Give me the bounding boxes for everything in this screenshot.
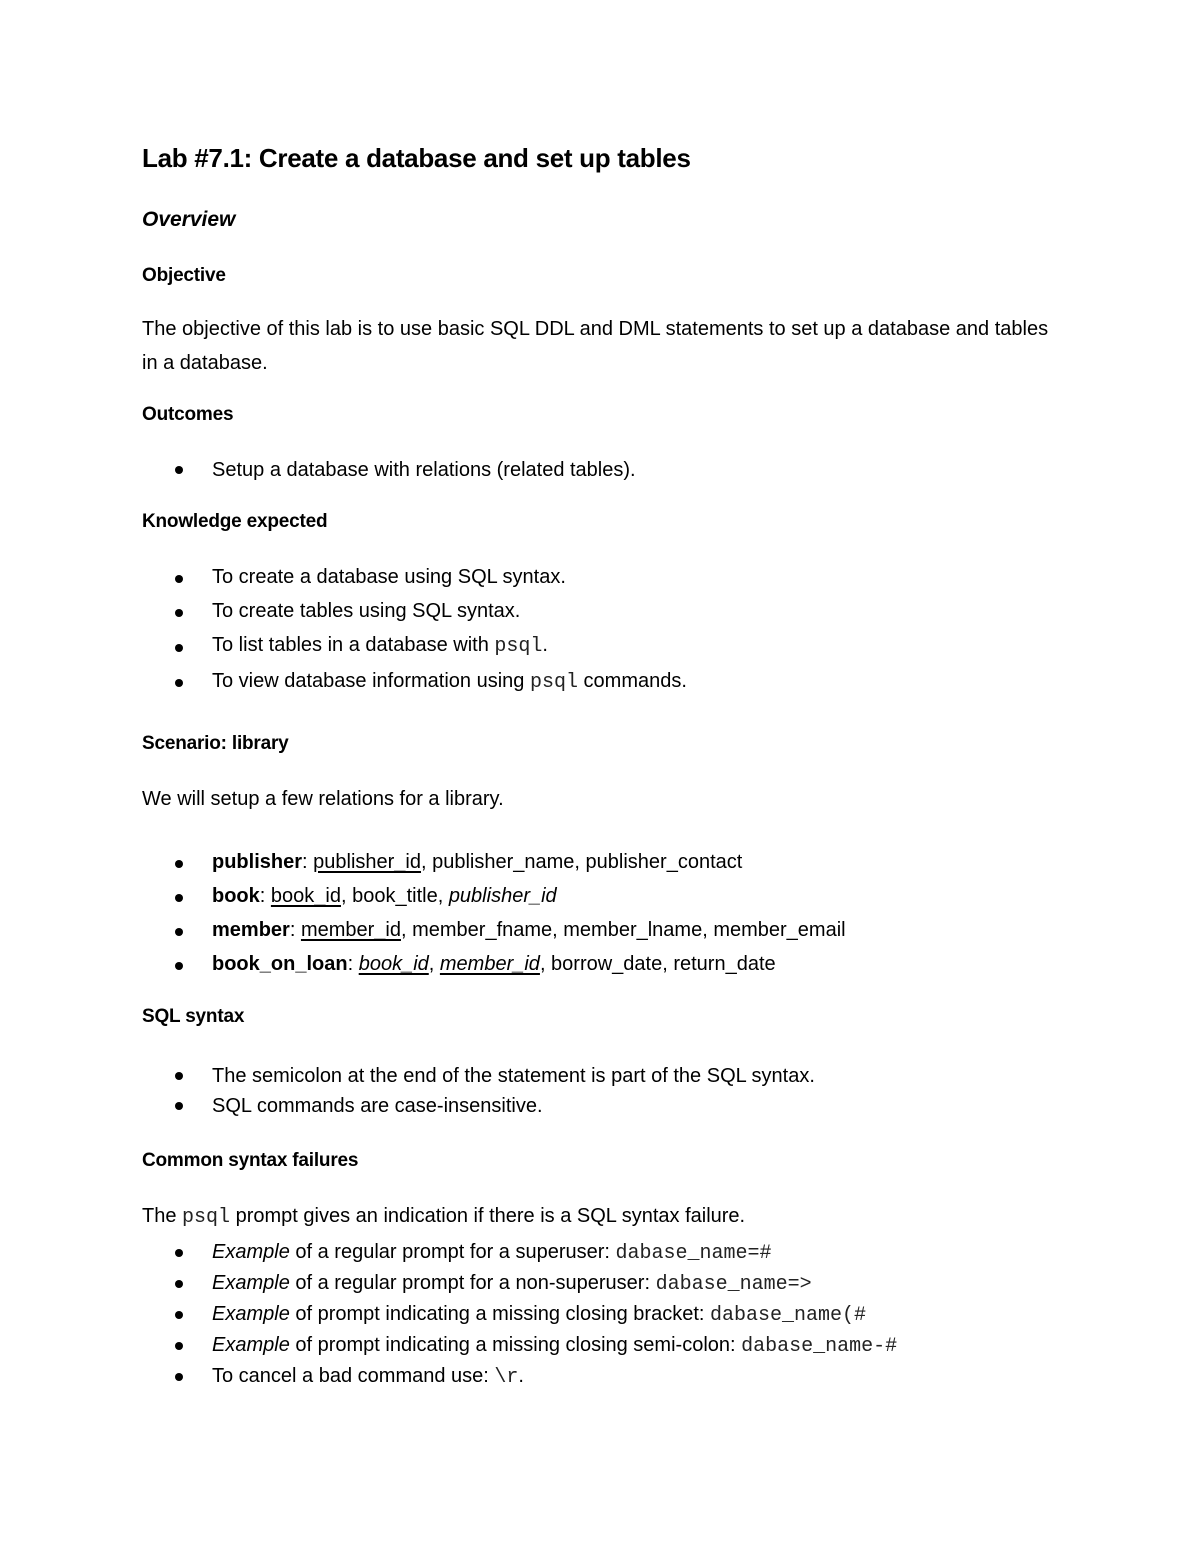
bullet-icon — [175, 1072, 183, 1080]
bullet-icon — [175, 644, 183, 652]
objective-heading: Objective — [142, 265, 226, 286]
bullet-icon — [175, 894, 183, 902]
bullet-icon — [175, 1373, 183, 1381]
primary-foreign-key: member_id — [439, 953, 540, 975]
objective-text: The objective of this lab is to use basic SQL DDL and DML statements to set up a database and tables in a database. — [142, 318, 1049, 374]
list-item: To create tables using SQL syntax. — [142, 596, 687, 630]
outcomes-list — [142, 455, 636, 485]
list-item: To view database information using psql commands. — [142, 666, 687, 700]
list-item: Setup a database with relations (related tables). — [142, 455, 636, 485]
bullet-icon — [175, 679, 183, 687]
primary-foreign-key: book_id — [358, 953, 429, 975]
list-item: The semicolon at the end of the statement is part of the SQL syntax. — [142, 1061, 815, 1091]
bullet-icon — [175, 575, 183, 583]
bullet-icon — [175, 609, 183, 617]
code-psql: psql — [529, 671, 578, 694]
relation-publisher: publisher: publisher_id, publisher_name, publisher_contact — [142, 847, 846, 881]
bullet-icon — [175, 1280, 183, 1288]
scenario-heading: Scenario: library — [142, 733, 289, 754]
knowledge-list — [142, 562, 687, 700]
code-prompt: dabase_name-# — [741, 1335, 898, 1358]
code-prompt: dabase_name=> — [655, 1273, 812, 1296]
bullet-icon — [175, 1102, 183, 1110]
list-item: Example of a regular prompt for a superuser: dabase_name=# — [142, 1237, 897, 1268]
failures-intro: The psql prompt gives an indication if there is a SQL syntax failure. — [142, 1205, 746, 1229]
bullet-icon — [175, 962, 183, 970]
list-item: To cancel a bad command use: \r. — [142, 1361, 897, 1392]
primary-key: member_id — [300, 919, 401, 941]
sql-syntax-list — [142, 1061, 815, 1121]
list-item: Example of prompt indicating a missing closing semi-colon: dabase_name-# — [142, 1330, 897, 1361]
code-psql: psql — [182, 1206, 231, 1229]
list-item: SQL commands are case-insensitive. — [142, 1091, 815, 1121]
failures-list — [142, 1237, 897, 1392]
outcomes-heading: Outcomes — [142, 404, 234, 425]
primary-key: publisher_id — [313, 851, 421, 873]
code-cancel: \r — [494, 1366, 519, 1389]
relation-book: book: book_id, book_title, publisher_id — [142, 881, 846, 915]
relation-book-on-loan: book_on_loan: book_id, member_id, borrow_date, return_date — [142, 949, 846, 983]
bullet-icon — [175, 1311, 183, 1319]
list-item: To list tables in a database with psql. — [142, 630, 687, 666]
overview-heading: Overview — [142, 208, 236, 231]
list-item: Example of prompt indicating a missing closing bracket: dabase_name(# — [142, 1299, 897, 1330]
list-item: Example of a regular prompt for a non-superuser: dabase_name=> — [142, 1268, 897, 1299]
bullet-icon — [175, 1249, 183, 1257]
foreign-key: publisher_id — [448, 885, 557, 907]
scenario-intro: We will setup a few relations for a library. — [142, 788, 504, 810]
page-title: Lab #7.1: Create a database and set up tables — [142, 143, 691, 173]
bullet-icon — [175, 928, 183, 936]
code-prompt: dabase_name=# — [615, 1242, 772, 1265]
list-item: To create a database using SQL syntax. — [142, 562, 687, 596]
relations-list — [142, 847, 846, 983]
bullet-icon — [175, 860, 183, 868]
code-psql: psql — [494, 635, 543, 658]
failures-heading: Common syntax failures — [142, 1150, 359, 1171]
relation-member: member: member_id, member_fname, member_lname, member_email — [142, 915, 846, 949]
bullet-icon — [175, 1342, 183, 1350]
primary-key: book_id — [270, 885, 341, 907]
bullet-icon — [175, 466, 183, 474]
sql-syntax-heading: SQL syntax — [142, 1006, 245, 1027]
knowledge-heading: Knowledge expected — [142, 511, 328, 532]
code-prompt: dabase_name(# — [710, 1304, 867, 1327]
